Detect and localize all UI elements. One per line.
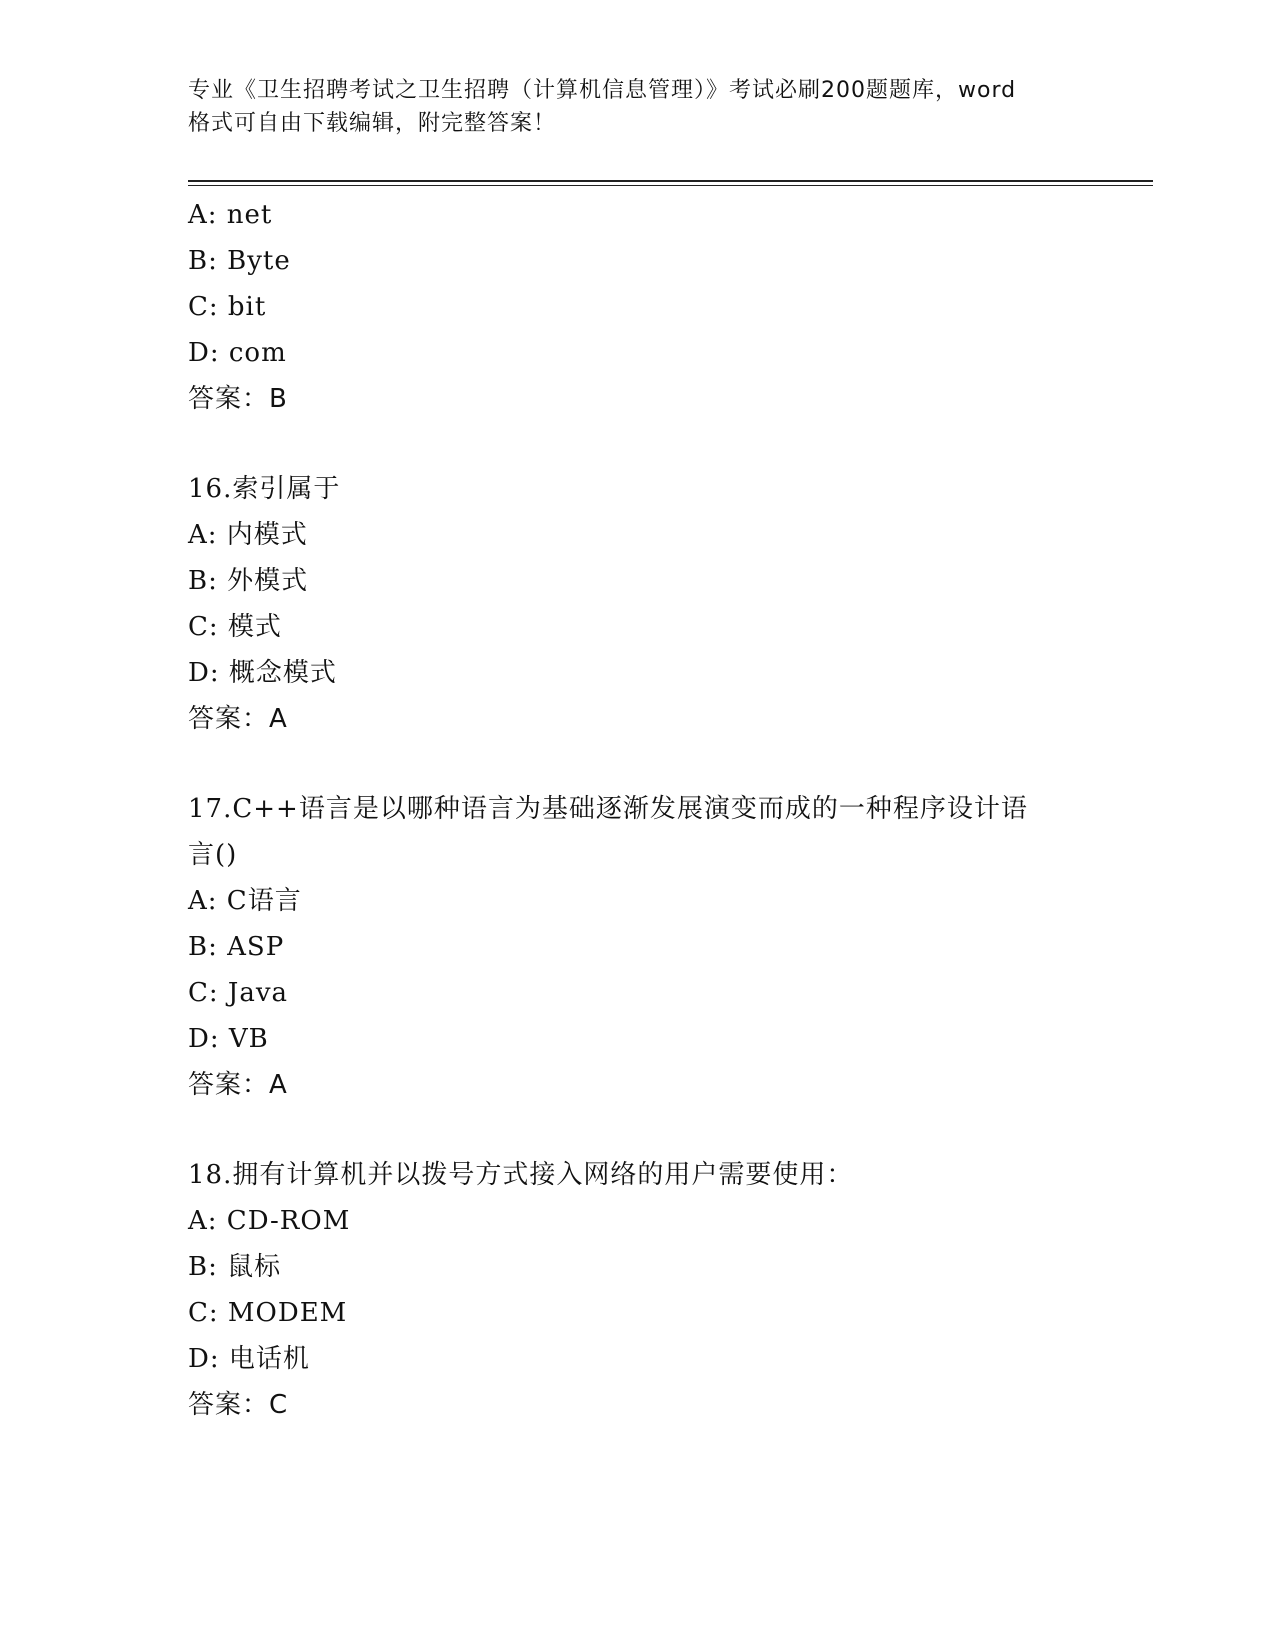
header-line-2: 格式可自由下载编辑，附完整答案！ bbox=[188, 111, 557, 136]
question-block-18 bbox=[188, 1152, 1088, 1428]
option-a: A: 内模式 bbox=[188, 520, 308, 550]
option-d: D: 电话机 bbox=[188, 1344, 310, 1374]
header-divider-thin bbox=[188, 185, 1153, 186]
question-stem-line-1: 17.C++语言是以哪种语言为基础逐渐发展演变而成的一种程序设计语 bbox=[188, 794, 1028, 824]
option-b: B: ASP bbox=[188, 932, 285, 962]
question-stem-line-2: 言() bbox=[188, 840, 238, 870]
header-line-1: 专业《卫生招聘考试之卫生招聘（计算机信息管理）》考试必刷200题题库，word bbox=[188, 78, 1017, 103]
option-b: B: 外模式 bbox=[188, 566, 309, 596]
answer-line: 答案：C bbox=[188, 1390, 289, 1420]
question-block-15 bbox=[188, 192, 1088, 422]
option-c: C: bit bbox=[188, 292, 267, 322]
answer-line: 答案：A bbox=[188, 704, 288, 734]
question-stem: 18.拥有计算机并以拨号方式接入网络的用户需要使用： bbox=[188, 1160, 854, 1190]
document-header bbox=[188, 74, 1108, 140]
question-block-17 bbox=[188, 786, 1088, 1108]
question-block-16 bbox=[188, 466, 1088, 742]
option-b: B: 鼠标 bbox=[188, 1252, 282, 1282]
option-b: B: Byte bbox=[188, 246, 291, 276]
option-d: D: 概念模式 bbox=[188, 658, 337, 688]
option-d: D: VB bbox=[188, 1024, 269, 1054]
option-d: D: com bbox=[188, 338, 287, 368]
header-divider-thick bbox=[188, 180, 1153, 182]
option-a: A: CD-ROM bbox=[188, 1206, 351, 1236]
option-a: A: C语言 bbox=[188, 886, 302, 916]
option-a: A: net bbox=[188, 200, 273, 230]
answer-line: 答案：A bbox=[188, 1070, 288, 1100]
question-list bbox=[188, 192, 1088, 1428]
answer-line: 答案：B bbox=[188, 384, 288, 414]
question-stem: 16.索引属于 bbox=[188, 474, 341, 504]
option-c: C: Java bbox=[188, 978, 289, 1008]
option-c: C: MODEM bbox=[188, 1298, 348, 1328]
option-c: C: 模式 bbox=[188, 612, 282, 642]
